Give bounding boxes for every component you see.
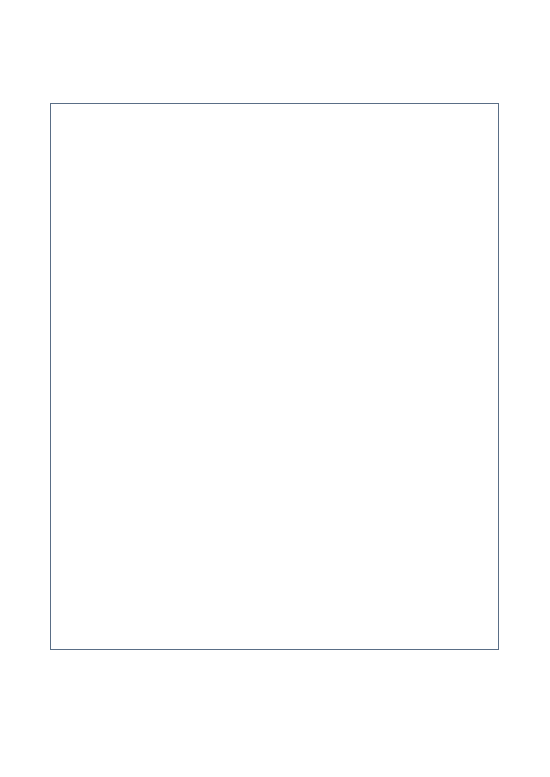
trill-chart-table (50, 103, 499, 650)
